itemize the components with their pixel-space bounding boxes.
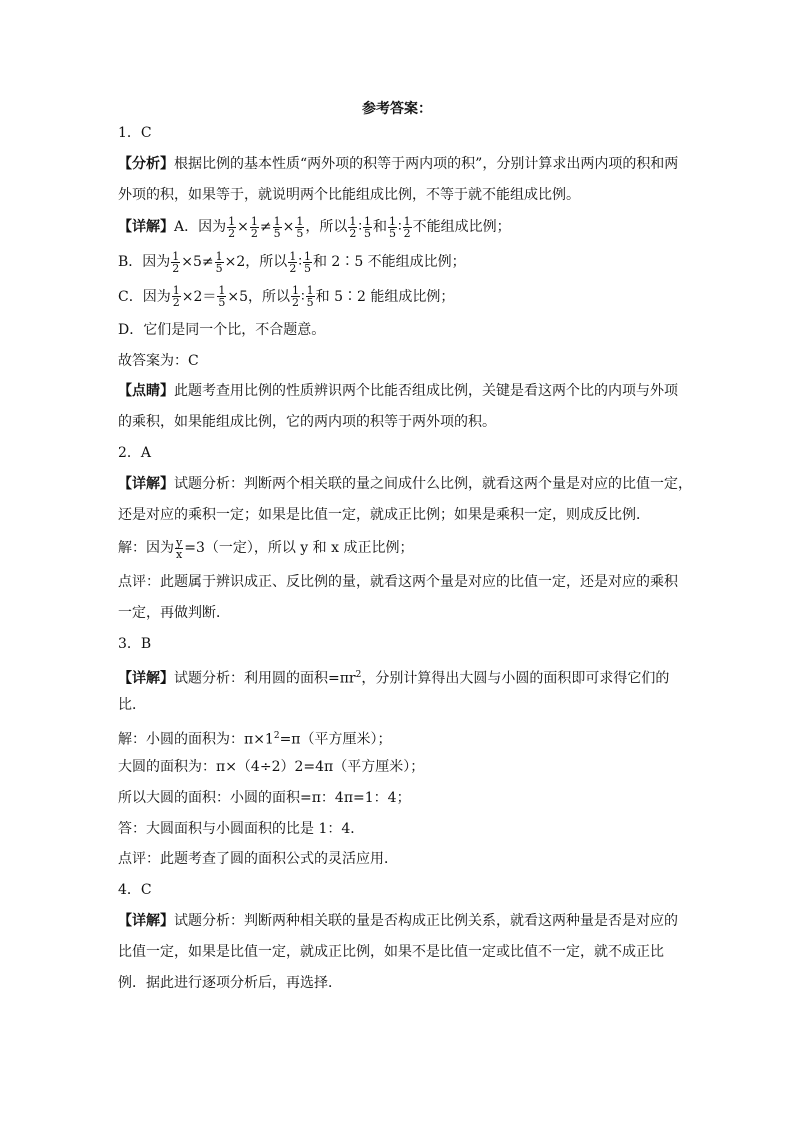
fraction: $\frac{1}{2}$: [292, 284, 299, 310]
q1-answer: 故答案为：C: [118, 352, 199, 369]
q3-comment: 点评：此题考查了圆的面积公式的灵活应用．: [118, 851, 398, 868]
q1-option-a: 【详解】A．因为 $\frac{1}{2}$ × $\frac{1}{2}$ ≠ $\frac{1}{5}$ × $\frac{1}{5}$ ，所以 $\frac{1}{2}$ ∶ $\frac{1}{5}$ 和 $\frac{1}{5}$ ∶ $\frac{1}{2}$ 不能组成比例；: [118, 214, 511, 240]
q3-number: 3．B: [118, 635, 152, 652]
q2-comment-line-2: 一定，再做判断．: [118, 604, 230, 621]
page-title: 参考答案：: [362, 101, 432, 117]
q4-detail-line-3: 例．据此进行逐项分析后，再选择．: [118, 974, 342, 991]
q2-detail-tag: 【详解】: [118, 475, 174, 492]
fraction: $\frac{1}{5}$: [363, 214, 371, 240]
fraction: $\frac{1}{5}$: [303, 249, 311, 275]
q3-detail-line-1: 【详解】试题分析：利用圆的面积$=\pi r^2$，分别计算得出大圆与小圆的面积即可求得它们的: [118, 669, 670, 687]
q4-detail-line-1: 【详解】试题分析：判断两种相关联的量是否构成正比例关系，就看这两种量是否是对应的: [118, 912, 678, 929]
fraction: $\frac{1}{2}$: [228, 214, 236, 240]
fraction: $\frac{1}{5}$: [296, 214, 304, 240]
q1-comment-line-1: 【点睛】此题考查用比例的性质辨识两个比能否组成比例，关键是看这两个比的内项与外项: [118, 383, 678, 400]
fraction: $\frac{1}{2}$: [172, 284, 180, 310]
q2-number: 2．A: [118, 444, 152, 461]
q3-solution-1: 解：小圆的面积为：$\pi\times 1^2=\pi$（平方厘米）；: [118, 731, 392, 748]
q2-detail-line-1: 【详解】试题分析：判断两个相关联的量之间成什么比例，就看这两个量是对应的比值一定，: [118, 475, 692, 492]
fraction: $\frac{1}{2}$: [250, 214, 258, 240]
q3-solution-2: 大圆的面积为：π×（4÷2）2=4π（平方厘米）；: [118, 758, 425, 775]
q2-detail-line-2: 还是对应的乘积一定；如果是比值一定，就成正比例；如果是乘积一定，则成反比例．: [118, 506, 650, 523]
fraction: $\frac{y}{x}$: [176, 535, 183, 561]
q3-solution-3: 所以大圆的面积：小圆的面积=π：4π=1：4；: [118, 789, 411, 806]
fraction: $\frac{1}{2}$: [403, 214, 411, 240]
fraction: $\frac{1}{2}$: [349, 214, 357, 240]
q1-analysis-line-2: 外项的积，如果等于，就说明两个比能组成比例，不等于就不能组成比例。: [118, 186, 580, 203]
q4-detail-tag: 【详解】: [118, 912, 174, 929]
q3-solution-4: 答：大圆面积与小圆面积的比是 1：4．: [118, 820, 365, 837]
fraction: $\frac{1}{2}$: [172, 249, 180, 275]
q1-option-d: D．它们是同一个比，不合题意。: [118, 321, 326, 338]
fraction: $\frac{1}{5}$: [273, 214, 281, 240]
q1-analysis-tag: 【分析】: [118, 155, 174, 172]
fraction: $\frac{1}{5}$: [215, 249, 223, 275]
fraction: $\frac{1}{5}$: [388, 214, 396, 240]
q1-comment-line-2: 的乘积，如果能组成比例，它的两内项的积等于两外项的积。: [118, 414, 496, 431]
q1-comment-tag: 【点睛】: [118, 383, 174, 400]
q4-detail-line-2: 比值一定，如果是比值一定，就成正比例，如果不是比值一定或比值不一定，就不成正比: [118, 943, 664, 960]
q2-comment-line-1: 点评：此题属于辨识成正、反比例的量，就看这两个量是对应的比值一定，还是对应的乘积: [118, 574, 678, 591]
q3-detail-tag: 【详解】: [118, 670, 174, 687]
fraction: $\frac{1}{5}$: [218, 284, 226, 310]
answer-content: [118, 120, 692, 1000]
q1-detail-tag: 【详解】: [118, 219, 174, 236]
q2-solution: 解：因为 $\frac{y}{x}$ =3（一定），所以 y 和 x 成正比例；: [118, 535, 414, 561]
q4-number: 4．C: [118, 882, 152, 899]
q1-option-b: B．因为 $\frac{1}{2}$ ×5≠ $\frac{1}{5}$ ×2，所以 $\frac{1}{2}$ ∶ $\frac{1}{5}$ 和 2∶5 不能组成比例；: [118, 249, 466, 275]
q1-number: 1．C: [118, 125, 152, 141]
fraction: $\frac{1}{2}$: [289, 249, 297, 275]
fraction: $\frac{1}{5}$: [306, 284, 314, 310]
q1-analysis-line-1: 【分析】根据比例的基本性质“两外项的积等于两内项的积”，分别计算求出两内项的积和两: [118, 155, 679, 172]
q1-option-c: C．因为 $\frac{1}{2}$ ×2＝ $\frac{1}{5}$ ×5，所以 $\frac{1}{2}$ ∶ $\frac{1}{5}$ 和 5∶2 能组成比例；: [118, 284, 455, 310]
q3-detail-line-2: 比．: [118, 697, 146, 714]
